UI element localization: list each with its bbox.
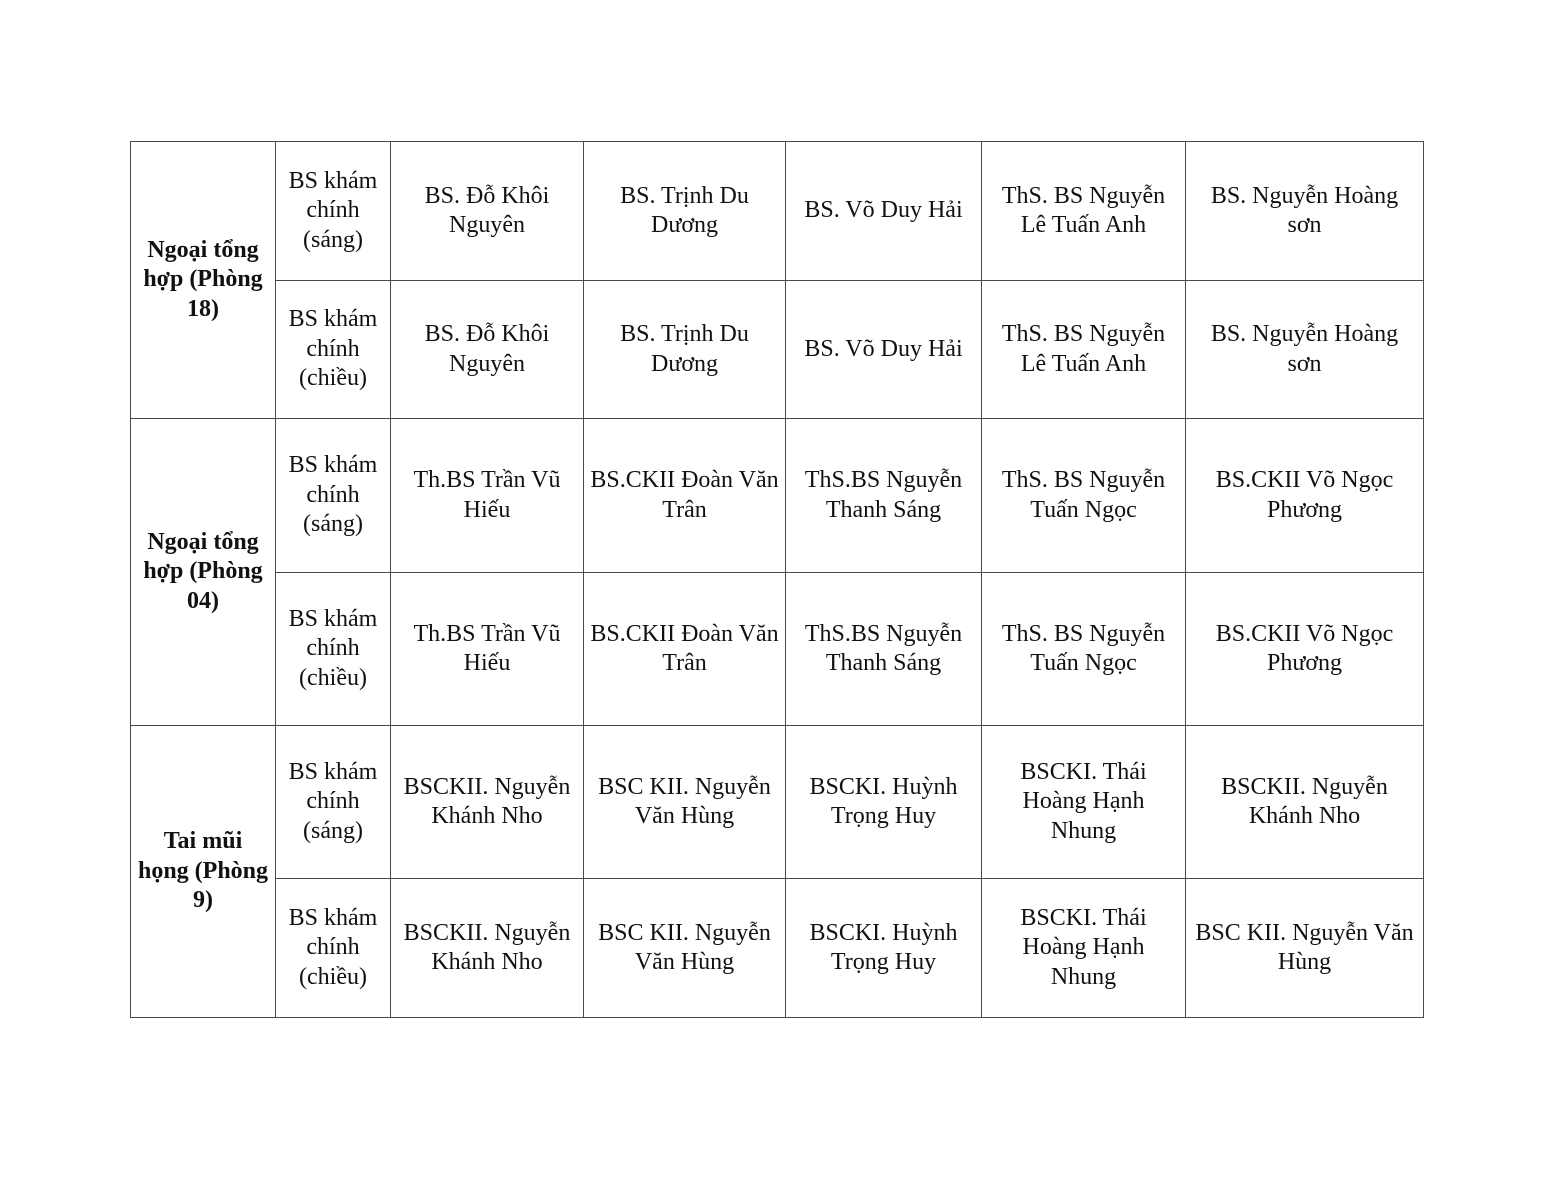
doctor-cell: BSC KII. Nguyễn Văn Hùng <box>1186 879 1424 1018</box>
doctor-cell: BS. Trịnh Du Dương <box>584 281 786 419</box>
doctor-cell: ThS. BS Nguyễn Tuấn Ngọc <box>982 419 1186 573</box>
doctor-cell: BSCKI. Thái Hoàng Hạnh Nhung <box>982 726 1186 879</box>
doctor-cell: Th.BS Trần Vũ Hiếu <box>391 573 584 726</box>
doctor-cell: BS. Trịnh Du Dương <box>584 142 786 281</box>
table-row <box>131 281 1424 419</box>
doctor-cell: BSCKI. Huỳnh Trọng Huy <box>786 879 982 1018</box>
role-cell: BS khám chính (chiều) <box>276 573 391 726</box>
doctor-schedule-table <box>130 141 1424 1018</box>
role-cell: BS khám chính (chiều) <box>276 281 391 419</box>
doctor-cell: BS. Nguyễn Hoàng sơn <box>1186 281 1424 419</box>
doctor-cell: ThS. BS Nguyễn Lê Tuấn Anh <box>982 142 1186 281</box>
doctor-cell: BS. Đỗ Khôi Nguyên <box>391 142 584 281</box>
doctor-cell: BS. Võ Duy Hải <box>786 142 982 281</box>
doctor-cell: ThS.BS Nguyễn Thanh Sáng <box>786 573 982 726</box>
doctor-cell: Th.BS Trần Vũ Hiếu <box>391 419 584 573</box>
role-cell: BS khám chính (chiều) <box>276 879 391 1018</box>
doctor-cell: BS.CKII Võ Ngọc Phương <box>1186 419 1424 573</box>
doctor-cell: BSCKII. Nguyễn Khánh Nho <box>391 726 584 879</box>
doctor-cell: BS. Võ Duy Hải <box>786 281 982 419</box>
doctor-cell: ThS. BS Nguyễn Lê Tuấn Anh <box>982 281 1186 419</box>
doctor-cell: BS.CKII Đoàn Văn Trân <box>584 573 786 726</box>
role-cell: BS khám chính (sáng) <box>276 419 391 573</box>
table-row <box>131 419 1424 573</box>
table-row <box>131 879 1424 1018</box>
doctor-cell: BSCKI. Thái Hoàng Hạnh Nhung <box>982 879 1186 1018</box>
doctor-cell: BS.CKII Võ Ngọc Phương <box>1186 573 1424 726</box>
doctor-cell: BSC KII. Nguyễn Văn Hùng <box>584 879 786 1018</box>
role-cell: BS khám chính (sáng) <box>276 726 391 879</box>
table-row <box>131 142 1424 281</box>
doctor-cell: BSCKI. Huỳnh Trọng Huy <box>786 726 982 879</box>
table-row <box>131 573 1424 726</box>
doctor-cell: BS. Đỗ Khôi Nguyên <box>391 281 584 419</box>
department-cell: Ngoại tổng hợp (Phòng 18) <box>131 142 276 419</box>
role-cell: BS khám chính (sáng) <box>276 142 391 281</box>
doctor-cell: BSCKII. Nguyễn Khánh Nho <box>1186 726 1424 879</box>
department-cell: Tai mũi họng (Phòng 9) <box>131 726 276 1018</box>
doctor-cell: BS.CKII Đoàn Văn Trân <box>584 419 786 573</box>
table-row <box>131 726 1424 879</box>
department-cell: Ngoại tổng hợp (Phòng 04) <box>131 419 276 726</box>
doctor-cell: BS. Nguyễn Hoàng sơn <box>1186 142 1424 281</box>
doctor-cell: BSC KII. Nguyễn Văn Hùng <box>584 726 786 879</box>
doctor-cell: BSCKII. Nguyễn Khánh Nho <box>391 879 584 1018</box>
doctor-cell: ThS.BS Nguyễn Thanh Sáng <box>786 419 982 573</box>
doctor-cell: ThS. BS Nguyễn Tuấn Ngọc <box>982 573 1186 726</box>
